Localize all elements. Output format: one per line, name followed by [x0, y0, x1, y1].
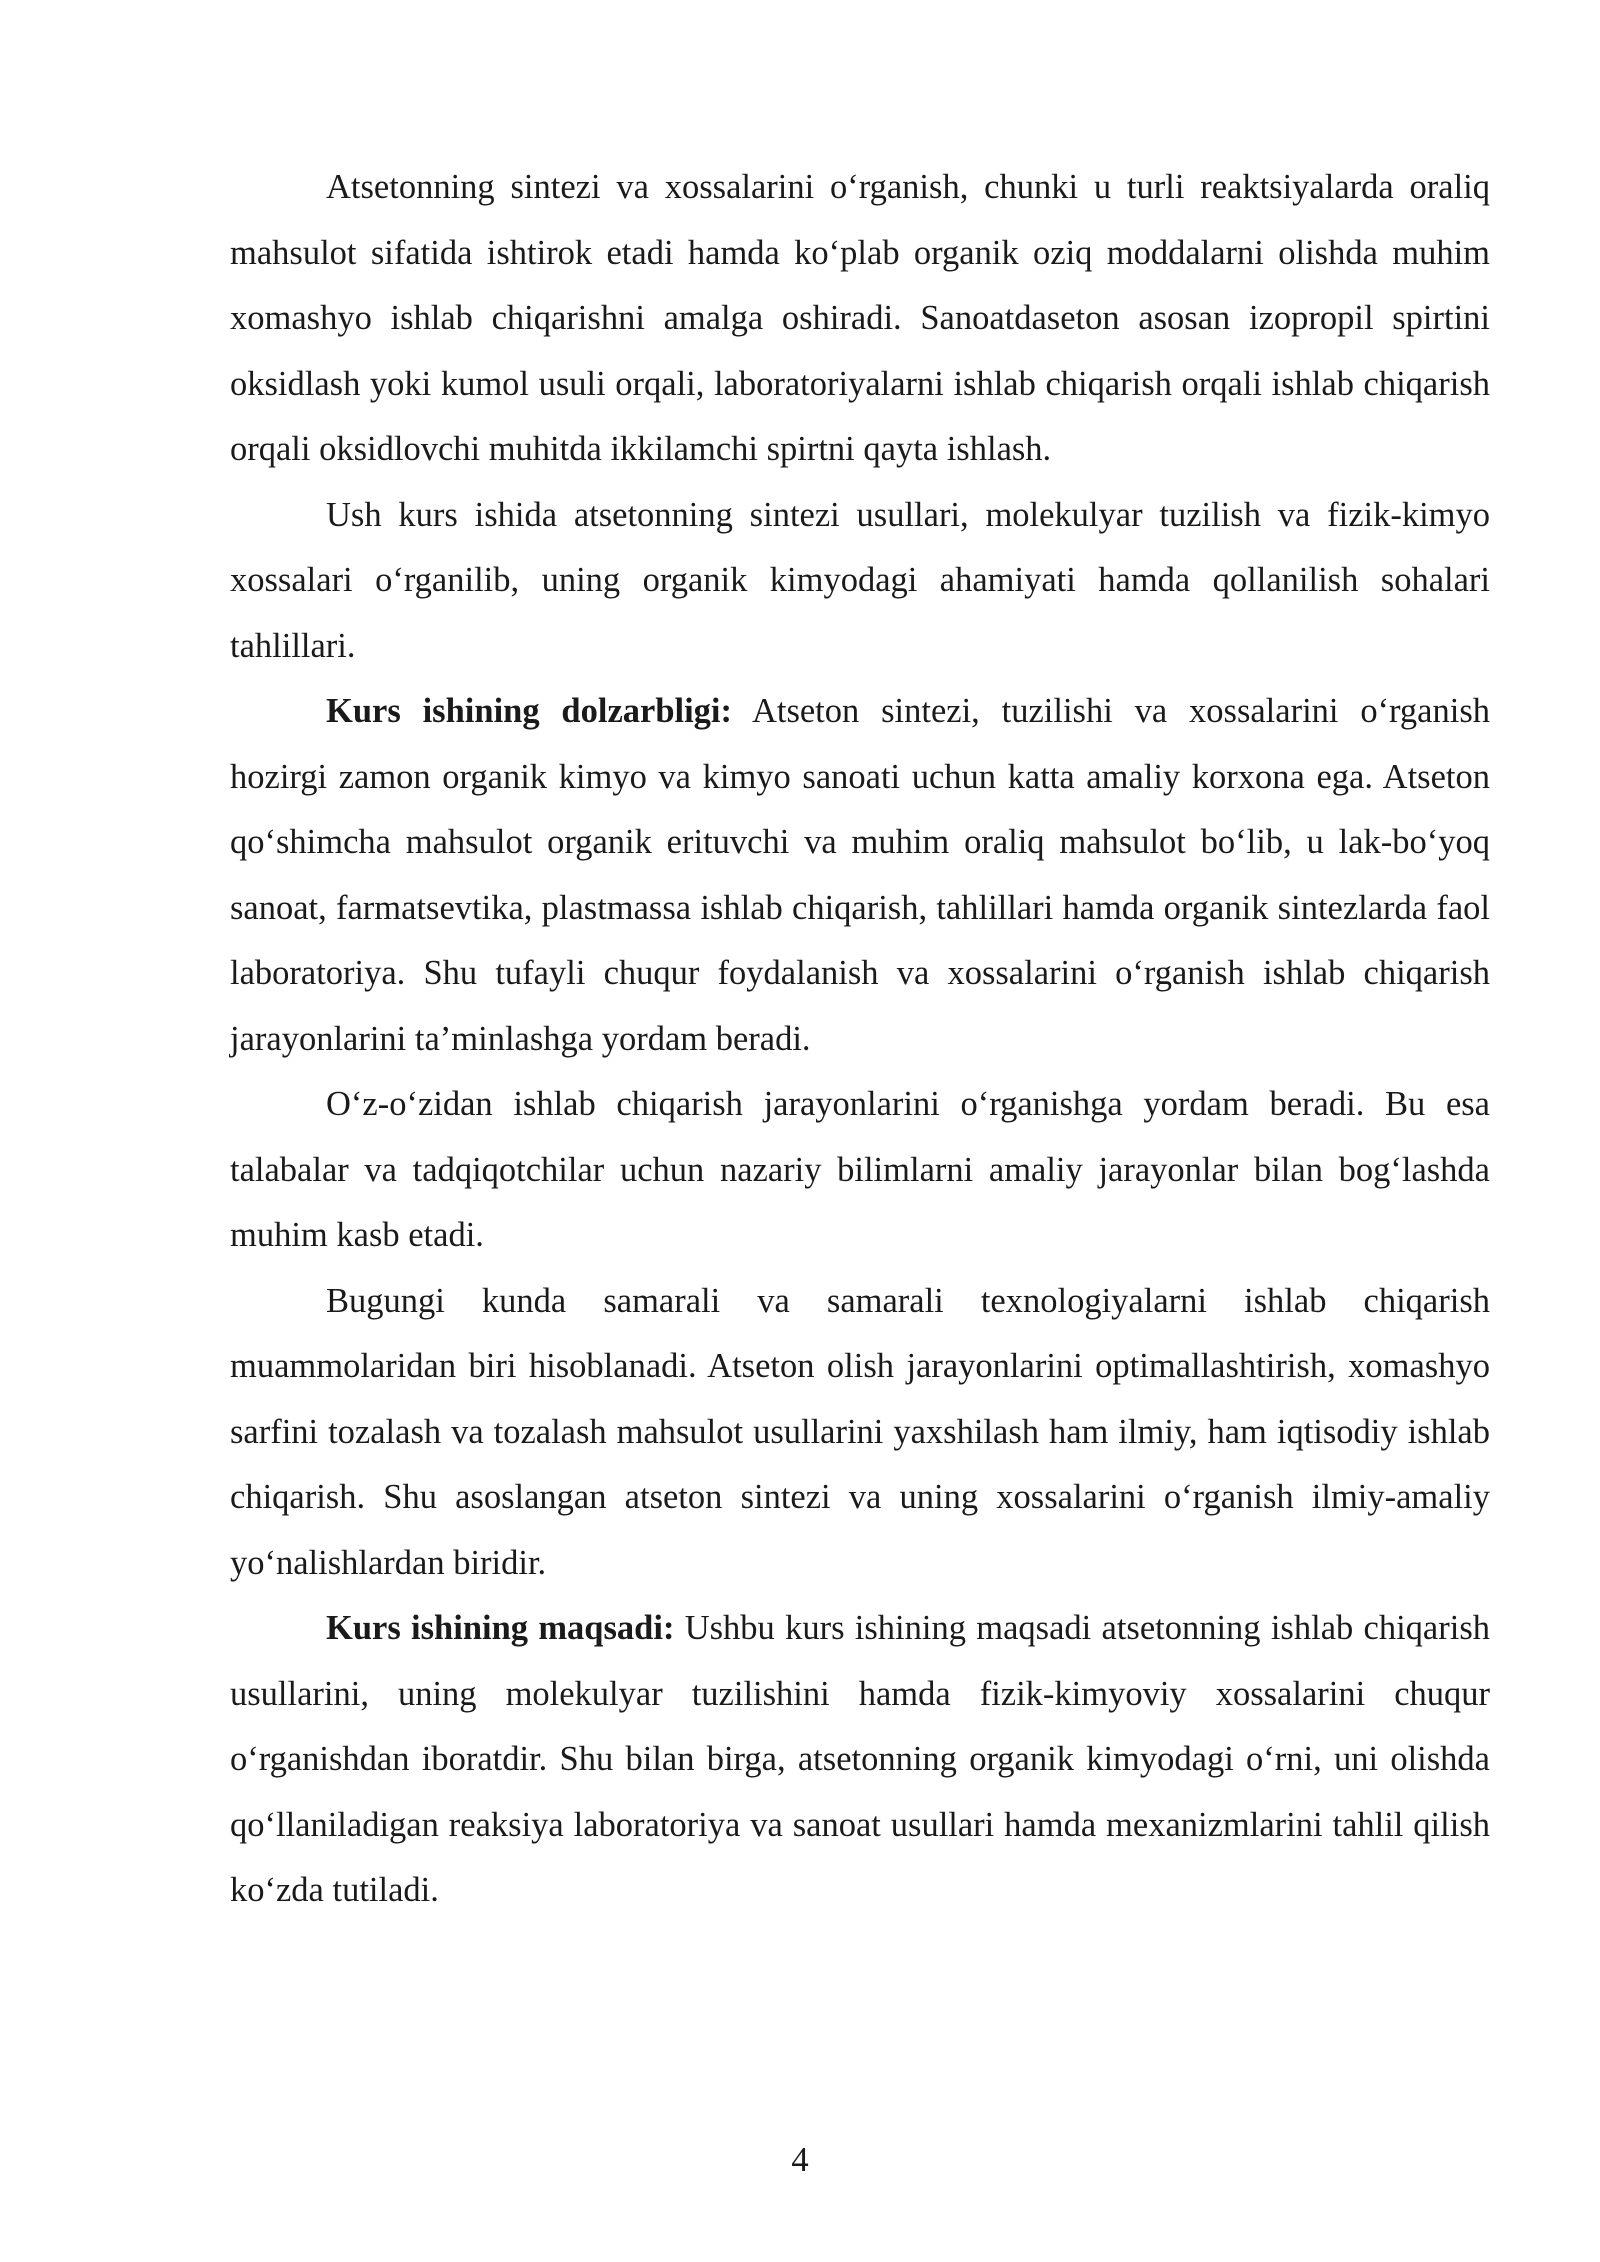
paragraph-text: O‘z-o‘zidan ishlab chiqarish jarayonlarini o‘rganishga yordam beradi. Bu esa talabalar va tadqiqotchilar uchun nazariy bilimlarni amaliy jarayonlar bilan bog‘lashda muhim kasb etadi. [230, 1085, 1490, 1254]
paragraph-heading: Kurs ishining dolzarbligi: [326, 692, 733, 730]
paragraph-text: Ush kurs ishida atsetonning sintezi usullari, molekulyar tuzilish va fizik-kimyo xossalari o‘rganilib, uning organik kimyodagi ahamiyati hamda qollanilish sohalari tahlillari. [230, 495, 1490, 665]
paragraph-text: Atsetonning sintezi va xossalarini o‘rganish, chunki u turli reaktsiyalarda oraliq mahsulot sifatida ishtirok etadi hamda ko‘plab organik oziq moddalarni olishda muhim xomashyo ishlab chiqarishni amalga oshiradi. Sanoatdaseton asosan izopropil spirtini oksidlash yoki kumol usuli orqali, laboratoriyalarni ishlab chiqarish orqali ishlab chiqarish orqali oksidlovchi muhitda ikkilamchi spirtni qayta ishlash. [230, 168, 1490, 468]
paragraph-text: Ushbu kurs ishining maqsadi atsetonning ishlab chiqarish usullarini, uning molekulyar tuzilishini hamda fizik-kimyoviy xossalarini chuqur o‘rganishdan iboratdir. Shu bilan birga, atsetonning organik kimyodagi o‘rni, uni olishda qo‘llaniladigan reaksiya laboratoriya va sanoat usullari hamda mexanizmlarini tahlil qilish ko‘zda tutiladi. [230, 1609, 1490, 1909]
paragraph-heading: Kurs ishining maqsadi: [326, 1609, 675, 1647]
paragraph-relevance [230, 679, 1490, 1072]
page-number: 4 [791, 2141, 809, 2179]
document-body [230, 155, 1490, 1924]
paragraph-self-study [230, 1072, 1490, 1269]
paragraph-text: Bugungi kunda samarali va samarali texnologiyalarni ishlab chiqarish muammolaridan biri hisoblanadi. Atseton olish jarayonlarini optimallashtirish, xomashyo sarfini tozalash va tozalash mahsulot usullarini yaxshilash ham ilmiy, ham iqtisodiy ishlab chiqarish. Shu asoslangan atseton sintezi va uning xossalarini o‘rganish ilmiy-amaliy yo‘nalishlardan biridir. [230, 1281, 1490, 1582]
paragraph-course-scope [230, 483, 1490, 680]
paragraph-goal [230, 1596, 1490, 1924]
paragraph-text: Atseton sintezi, tuzilishi va xossalarini o‘rganish hozirgi zamon organik kimyo va kimyo sanoati uchun katta amaliy korxona ega. Atseton qo‘shimcha mahsulot organik erituvchi va muhim oraliq mahsulot bo‘lib, u lak-bo‘yoq sanoat, farmatsevtika, plastmassa ishlab chiqarish, tahlillari hamda organik sintezlarda faol laboratoriya. Shu tufayli chuqur foydalanish va xossalarini o‘rganish ishlab chiqarish jarayonlarini ta’minlashga yordam beradi. [230, 692, 1490, 1058]
paragraph-intro [230, 155, 1490, 483]
paragraph-technologies [230, 1269, 1490, 1597]
